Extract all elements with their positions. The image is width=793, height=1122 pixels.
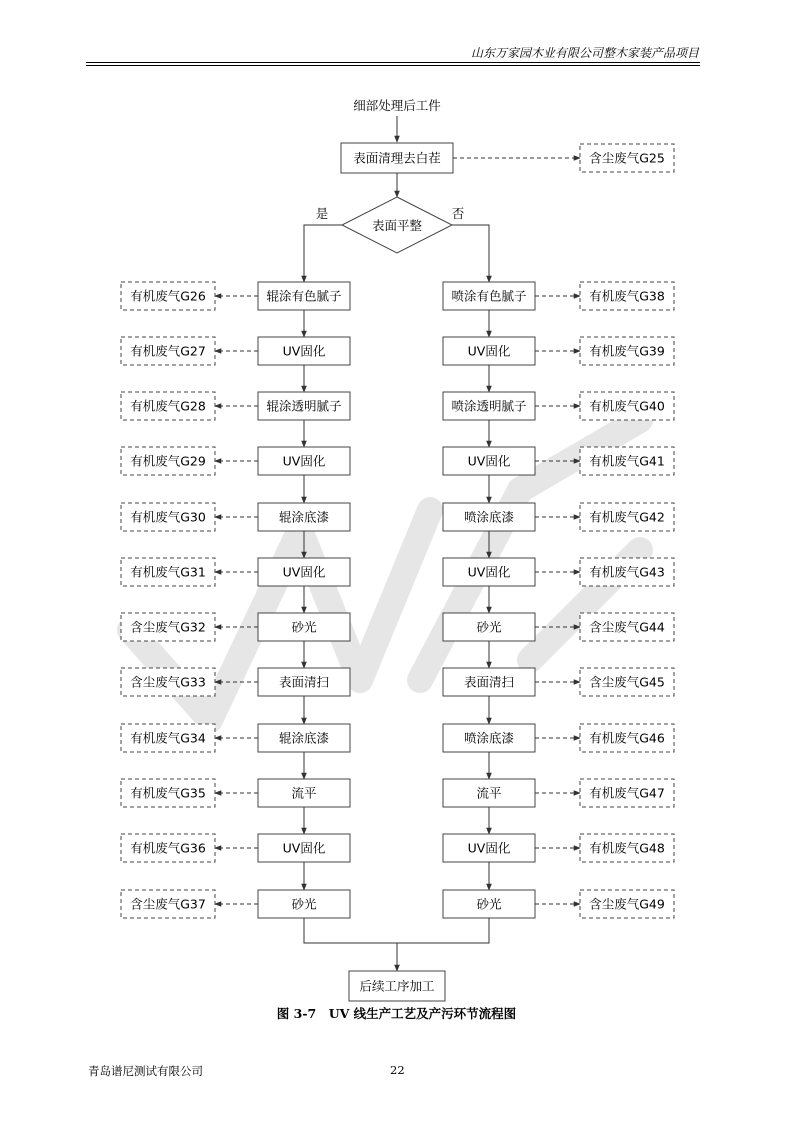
right-step-7-label: 砂光 bbox=[476, 619, 502, 635]
left-emission-6 bbox=[121, 558, 215, 586]
left-step-4-label: UV固化 bbox=[282, 453, 326, 469]
left-emission-2-label: 有机废气G27 bbox=[130, 343, 206, 359]
right-step-7 bbox=[443, 613, 535, 641]
right-step-10-label: 流平 bbox=[476, 785, 502, 801]
right-emission-9-label: 有机废气G46 bbox=[589, 730, 665, 746]
right-step-8-label: 表面清扫 bbox=[463, 674, 515, 690]
right-step-4 bbox=[443, 447, 535, 475]
left-emission-4-label: 有机废气G29 bbox=[130, 453, 206, 469]
right-step-1 bbox=[443, 282, 535, 310]
merge-line bbox=[304, 918, 489, 943]
right-step-10 bbox=[443, 779, 535, 807]
right-step-9-label: 喷涂底漆 bbox=[463, 730, 515, 746]
right-step-5 bbox=[443, 503, 535, 531]
footer-company: 青岛谱尼测试有限公司 bbox=[88, 1064, 203, 1078]
left-step-1-label: 辊涂有色腻子 bbox=[266, 288, 342, 304]
right-emission-7-label: 含尘废气G44 bbox=[589, 619, 665, 635]
left-step-3 bbox=[258, 392, 350, 420]
left-emission-9 bbox=[121, 724, 215, 752]
final-step-label: 后续工序加工 bbox=[359, 978, 435, 994]
left-step-3-label: 辊涂透明腻子 bbox=[266, 398, 342, 414]
left-emission-3 bbox=[121, 392, 215, 420]
figure-caption: 图 3-7 UV 线生产工艺及产污环节流程图 bbox=[276, 1006, 517, 1021]
right-emission-11 bbox=[580, 834, 674, 862]
right-emission-3-label: 有机废气G40 bbox=[589, 398, 665, 414]
left-emission-5 bbox=[121, 503, 215, 531]
left-step-4 bbox=[258, 447, 350, 475]
right-step-5-label: 喷涂底漆 bbox=[463, 509, 515, 525]
left-emission-8 bbox=[121, 668, 215, 696]
left-emission-2 bbox=[121, 337, 215, 365]
left-step-8 bbox=[258, 668, 350, 696]
right-emission-10 bbox=[580, 779, 674, 807]
right-emission-7 bbox=[580, 613, 674, 641]
input-label: 细部处理后工件 bbox=[353, 98, 441, 113]
left-step-12-label: 砂光 bbox=[291, 896, 317, 912]
left-step-6 bbox=[258, 558, 350, 586]
left-step-12 bbox=[258, 890, 350, 918]
right-emission-5-label: 有机废气G42 bbox=[589, 509, 665, 525]
emission-g25 bbox=[580, 144, 674, 172]
left-step-5 bbox=[258, 503, 350, 531]
right-step-12 bbox=[443, 890, 535, 918]
right-step-9 bbox=[443, 724, 535, 752]
left-step-7 bbox=[258, 613, 350, 641]
left-step-11-label: UV固化 bbox=[282, 840, 326, 856]
left-step-10-label: 流平 bbox=[291, 785, 317, 801]
left-emission-6-label: 有机废气G31 bbox=[130, 564, 206, 580]
decision-label: 表面平整 bbox=[371, 218, 423, 233]
left-emission-10 bbox=[121, 779, 215, 807]
left-emission-8-label: 含尘废气G33 bbox=[130, 674, 206, 690]
no-label: 否 bbox=[451, 206, 465, 221]
branch-yes bbox=[304, 225, 342, 282]
left-step-6-label: UV固化 bbox=[282, 564, 326, 580]
right-emission-6 bbox=[580, 558, 674, 586]
left-emission-4 bbox=[121, 447, 215, 475]
left-emission-11 bbox=[121, 834, 215, 862]
right-step-6 bbox=[443, 558, 535, 586]
right-emission-2 bbox=[580, 337, 674, 365]
left-step-2-label: UV固化 bbox=[282, 343, 326, 359]
left-step-10 bbox=[258, 779, 350, 807]
left-emission-7-label: 含尘废气G32 bbox=[130, 619, 206, 635]
right-step-2 bbox=[443, 337, 535, 365]
left-step-11 bbox=[258, 834, 350, 862]
left-step-7-label: 砂光 bbox=[291, 619, 317, 635]
final-step bbox=[349, 971, 445, 1001]
step-surface-cleaning bbox=[341, 143, 453, 173]
right-step-1-label: 喷涂有色腻子 bbox=[451, 288, 527, 304]
left-emission-11-label: 有机废气G36 bbox=[130, 840, 206, 856]
left-emission-7 bbox=[121, 613, 215, 641]
left-step-8-label: 表面清扫 bbox=[278, 674, 330, 690]
left-emission-9-label: 有机废气G34 bbox=[130, 730, 206, 746]
right-emission-12-label: 含尘废气G49 bbox=[589, 896, 665, 912]
right-emission-6-label: 有机废气G43 bbox=[589, 564, 665, 580]
left-emission-12-label: 含尘废气G37 bbox=[130, 896, 206, 912]
yes-label: 是 bbox=[315, 206, 329, 221]
right-emission-12 bbox=[580, 890, 674, 918]
left-emission-1 bbox=[121, 282, 215, 310]
left-step-2 bbox=[258, 337, 350, 365]
left-emission-5-label: 有机废气G30 bbox=[130, 509, 206, 525]
right-emission-8 bbox=[580, 668, 674, 696]
right-step-3-label: 喷涂透明腻子 bbox=[451, 398, 527, 414]
left-emission-12 bbox=[121, 890, 215, 918]
right-step-4-label: UV固化 bbox=[467, 453, 511, 469]
page-header: 山东万家园木业有限公司整木家装产品项目 bbox=[470, 46, 699, 60]
right-emission-4 bbox=[580, 447, 674, 475]
right-emission-2-label: 有机废气G39 bbox=[589, 343, 665, 359]
left-step-5-label: 辊涂底漆 bbox=[278, 509, 330, 525]
left-step-9-label: 辊涂底漆 bbox=[278, 730, 330, 746]
right-step-6-label: UV固化 bbox=[467, 564, 511, 580]
left-emission-10-label: 有机废气G35 bbox=[130, 785, 206, 801]
right-emission-4-label: 有机废气G41 bbox=[589, 453, 665, 469]
step-surface-cleaning-label: 表面清理去白茬 bbox=[353, 150, 441, 166]
right-step-2-label: UV固化 bbox=[467, 343, 511, 359]
page-number: 22 bbox=[390, 1063, 405, 1077]
right-step-11-label: UV固化 bbox=[467, 840, 511, 856]
right-emission-3 bbox=[580, 392, 674, 420]
right-emission-1-label: 有机废气G38 bbox=[589, 288, 665, 304]
left-emission-3-label: 有机废气G28 bbox=[130, 398, 206, 414]
left-emission-1-label: 有机废气G26 bbox=[130, 288, 206, 304]
branch-no bbox=[452, 225, 489, 282]
right-step-8 bbox=[443, 668, 535, 696]
right-emission-9 bbox=[580, 724, 674, 752]
right-emission-8-label: 含尘废气G45 bbox=[589, 674, 665, 690]
right-step-11 bbox=[443, 834, 535, 862]
right-step-3 bbox=[443, 392, 535, 420]
left-step-9 bbox=[258, 724, 350, 752]
right-step-12-label: 砂光 bbox=[476, 896, 502, 912]
right-emission-1 bbox=[580, 282, 674, 310]
left-step-1 bbox=[258, 282, 350, 310]
right-emission-10-label: 有机废气G47 bbox=[589, 785, 665, 801]
right-emission-5 bbox=[580, 503, 674, 531]
emission-g25-label: 含尘废气G25 bbox=[589, 150, 665, 166]
right-emission-11-label: 有机废气G48 bbox=[589, 840, 665, 856]
